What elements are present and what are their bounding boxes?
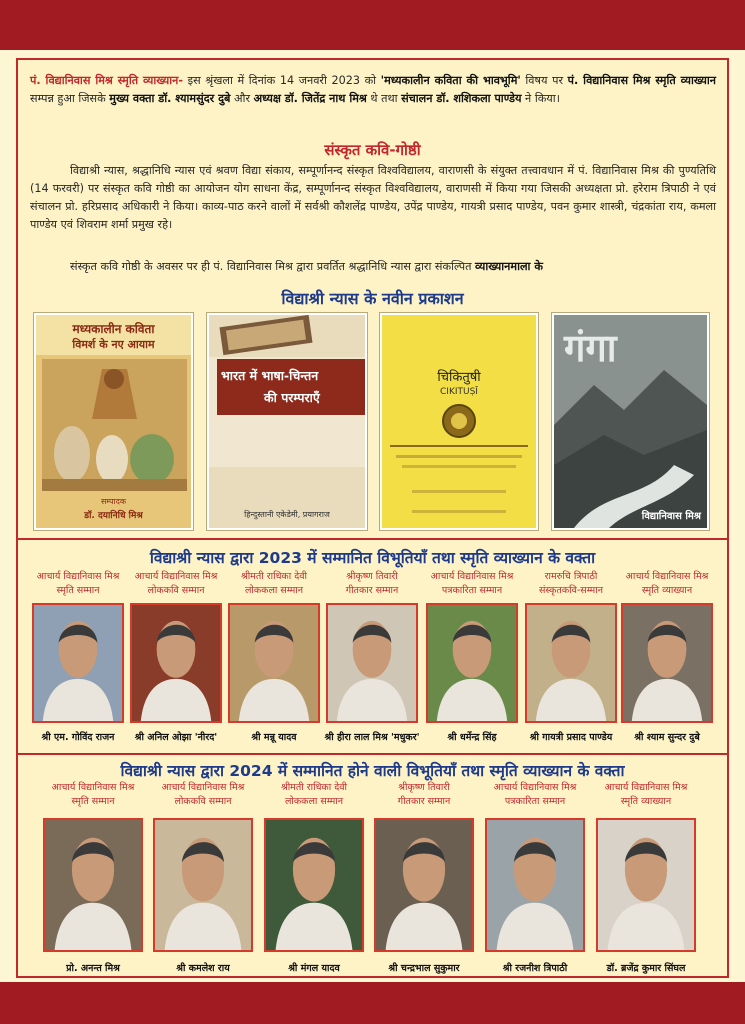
honoree-award-line1: श्रीमती राधिका देवी — [281, 782, 347, 793]
book-cover-ganga — [552, 313, 709, 530]
book3-title: चिकितुषी — [437, 370, 481, 385]
book4-title: गंगा — [564, 326, 617, 370]
honoree-award-line2: गीतकार सम्मान — [345, 585, 399, 596]
honoree-award-line2: पत्रकारिता सम्मान — [504, 796, 566, 807]
honoree-name: श्री कमलेश राय — [176, 963, 230, 974]
honoree-photo — [426, 603, 518, 723]
intro-text-6: ने किया। — [521, 92, 560, 105]
honoree-photo — [43, 818, 143, 952]
honoree-name: श्री धर्मेन्द्र सिंह — [447, 732, 497, 743]
honoree-name: प्रो. अनन्त मिश्र — [66, 963, 120, 974]
book2-background-pattern — [209, 315, 365, 528]
section-divider — [16, 538, 729, 540]
honors-2024-heading: विद्याश्री न्यास द्वारा 2024 में सम्मानित होने वाली विभूतियाँ तथा स्मृति व्याख्यान के वक्ता — [120, 762, 625, 780]
honoree-name: श्री मन्नू यादव — [251, 732, 297, 743]
honoree-award-line2: स्मृति व्याख्यान — [641, 585, 693, 596]
publications-heading: विद्याश्री न्यास के नवीन प्रकाशन — [281, 289, 464, 308]
honoree-award-line1: आचार्य विद्यानिवास मिश्र — [493, 782, 577, 793]
book1-title-line2: विमर्श के नए आयाम — [72, 338, 155, 351]
honoree-award-line1: रामरुचि त्रिपाठी — [544, 571, 598, 582]
intro-topic: 'मध्यकालीन कविता की भावभूमि' — [380, 74, 521, 87]
honoree-photo — [596, 818, 696, 952]
book2-title-line2: की परम्पराएँ — [264, 390, 320, 405]
book4-author: विद्यानिवास मिश्र — [641, 511, 701, 522]
honoree-award-line1: आचार्य विद्यानिवास मिश्र — [134, 571, 218, 582]
honoree-card — [621, 570, 713, 746]
honoree-name: श्री चन्द्रभाल सुकुमार — [388, 963, 460, 974]
honoree-card — [130, 570, 222, 746]
honoree-photo — [374, 818, 474, 952]
honoree-name: श्री मंगल यादव — [288, 963, 340, 974]
intro-paragraph — [30, 72, 716, 108]
intro-text-1: इस श्रृंखला में दिनांक 14 जनवरी 2023 को — [183, 74, 381, 87]
intro-host: संचालन डॉ. शशिकला पाण्डेय — [401, 92, 522, 105]
honoree-card — [153, 781, 253, 977]
intro-text-2: विषय पर — [520, 74, 568, 87]
honoree-card — [596, 781, 696, 977]
honoree-name: श्री एम. गोविंद राजन — [41, 732, 115, 743]
honoree-card — [426, 570, 518, 746]
honoree-photo — [326, 603, 418, 723]
section-divider — [16, 753, 729, 755]
honoree-name: श्री गायत्री प्रसाद पाण्डेय — [529, 732, 613, 743]
intro-lead: पं. विद्यानिवास मिश्र स्मृति व्याख्यान- — [30, 74, 184, 87]
book2-publisher: हिन्दुस्तानी एकेडेमी, प्रयागराज — [244, 510, 330, 519]
honoree-photo — [485, 818, 585, 952]
honoree-award-line1: आचार्य विद्यानिवास मिश्र — [51, 782, 135, 793]
honoree-award-line2: स्मृति सम्मान — [71, 796, 115, 807]
honoree-award-line1: आचार्य विद्यानिवास मिश्र — [161, 782, 245, 793]
honoree-name: डॉ. ब्रजेंद्र कुमार सिंघल — [606, 963, 686, 974]
intro-president: अध्यक्ष डॉ. जितेंद्र नाथ मिश्र — [253, 92, 367, 105]
honoree-card — [43, 781, 143, 977]
honoree-card — [525, 570, 617, 746]
honoree-card — [264, 781, 364, 977]
honoree-award-line1: श्रीकृष्ण तिवारी — [346, 571, 398, 582]
goshthi-continuation-text: संस्कृत कवि गोष्ठी के अवसर पर ही पं. विद्यानिवास मिश्र द्वारा प्रवर्तित श्रद्धानिधि न्यास द्वारा संकल्पित — [70, 260, 476, 273]
book3-subtitle: CIKITUṢĪ — [440, 387, 478, 397]
honoree-photo — [621, 603, 713, 723]
honoree-award-line2: गीतकार सम्मान — [397, 796, 451, 807]
book-cover-cikitushi — [380, 313, 538, 530]
honoree-award-line2: स्मृति व्याख्यान — [620, 796, 672, 807]
book3-text-line — [412, 490, 506, 493]
honoree-card — [32, 570, 124, 746]
honoree-award-line2: लोककवि सम्मान — [174, 796, 232, 807]
honoree-card — [228, 570, 320, 746]
book3-text-line — [402, 465, 516, 468]
book1-editor-label: सम्पादक — [101, 497, 126, 506]
book-cover-madhyakalin — [34, 313, 193, 530]
book-cover-bhasha-chintan — [207, 313, 367, 530]
book3-emblem-icon — [441, 403, 477, 439]
honoree-card — [374, 781, 474, 977]
goshthi-continuation — [30, 258, 716, 276]
book1-title-line1: मध्यकालीन कविता — [72, 322, 155, 336]
book3-rule — [390, 445, 528, 447]
honoree-name: श्री हीरा लाल मिश्र 'मधुकर' — [324, 732, 420, 743]
honoree-photo — [264, 818, 364, 952]
book2-title-line1: भारत में भाषा-चिन्तन — [221, 368, 319, 383]
book3-text-line — [396, 455, 522, 458]
honoree-photo — [153, 818, 253, 952]
intro-speaker: मुख्य वक्ता डॉ. श्यामसुंदर दुबे — [109, 92, 231, 105]
intro-text-4: और — [230, 92, 254, 105]
honoree-photo — [130, 603, 222, 723]
honoree-award-line2: पत्रकारिता सम्मान — [441, 585, 503, 596]
book1-painting-illustration — [42, 359, 187, 491]
honoree-award-line1: आचार्य विद्यानिवास मिश्र — [604, 782, 688, 793]
honoree-award-line2: लोककवि सम्मान — [147, 585, 205, 596]
honoree-award-line1: श्रीमती राधिका देवी — [241, 571, 307, 582]
goshthi-heading: संस्कृत कवि-गोष्ठी — [324, 141, 421, 159]
honoree-award-line2: संस्कृतकवि-सम्मान — [539, 585, 603, 596]
honoree-card — [326, 570, 418, 746]
honoree-card — [485, 781, 585, 977]
goshthi-paragraph: विद्याश्री न्यास, श्रद्धानिधि न्यास एवं श्रवण विद्या संकाय, सम्पूर्णानन्द संस्कृत विश्वविद्यालय, वाराणसी के संयुक्त तत्त्वावधान में पं. विद्यानिवास मिश्र की पुण्यतिथि (14 फरवरी) पर संस्कृत कवि गोष्ठी का आयोजन योग साधना केंद्र, सम्पूर्णानन्द संस्कृत विश्वविद्यालय, वाराणसी में किया गया जिसकी अध्यक्षता प्रो. हरेराम त्रिपाठी ने एवं संचालन प्रो. हरिप्रसाद अधिकारी ने किया। काव्य-पाठ करने वालों में सर्वश्री कौशलेंद्र पाण्डेय, उपेंद्र पाण्डेय, गायत्री प्रसाद पाण्डेय, पवन कुमार शास्त्री, चंद्रकांता राय, कमला पाण्डेय एवं शिवराम शर्मा प्रमुख रहे। — [30, 164, 716, 231]
honoree-photo — [525, 603, 617, 723]
honoree-name: श्री श्याम सुन्दर दुबे — [634, 732, 700, 743]
honoree-photo — [32, 603, 124, 723]
book1-editor: डॉ. दयानिधि मिश्र — [84, 511, 143, 521]
bottom-band — [0, 982, 745, 1024]
top-band — [0, 0, 745, 50]
honoree-name: श्री रजनीश त्रिपाठी — [502, 963, 568, 974]
honoree-name: श्री अनिल ओझा 'नीरद' — [134, 732, 218, 743]
honoree-award-line1: आचार्य विद्यानिवास मिश्र — [625, 571, 709, 582]
honoree-award-line2: स्मृति सम्मान — [56, 585, 100, 596]
intro-text-5: थे तथा — [366, 92, 402, 105]
intro-text-3: सम्पन्न हुआ जिसके — [30, 92, 110, 105]
book3-text-line — [412, 510, 506, 513]
honoree-award-line1: श्रीकृष्ण तिवारी — [398, 782, 450, 793]
intro-lecture: पं. विद्यानिवास मिश्र स्मृति व्याख्यान — [567, 74, 717, 87]
honoree-photo — [228, 603, 320, 723]
honors-2023-heading: विद्याश्री न्यास द्वारा 2023 में सम्मानित विभूतियाँ तथा स्मृति व्याख्यान के वक्ता — [149, 549, 596, 567]
goshthi-continuation-bold: व्याख्यानमाला के — [475, 260, 543, 273]
honoree-award-line1: आचार्य विद्यानिवास मिश्र — [36, 571, 120, 582]
honoree-award-line2: लोककला सम्मान — [244, 585, 304, 596]
honoree-award-line2: लोककला सम्मान — [284, 796, 344, 807]
honoree-award-line1: आचार्य विद्यानिवास मिश्र — [430, 571, 514, 582]
